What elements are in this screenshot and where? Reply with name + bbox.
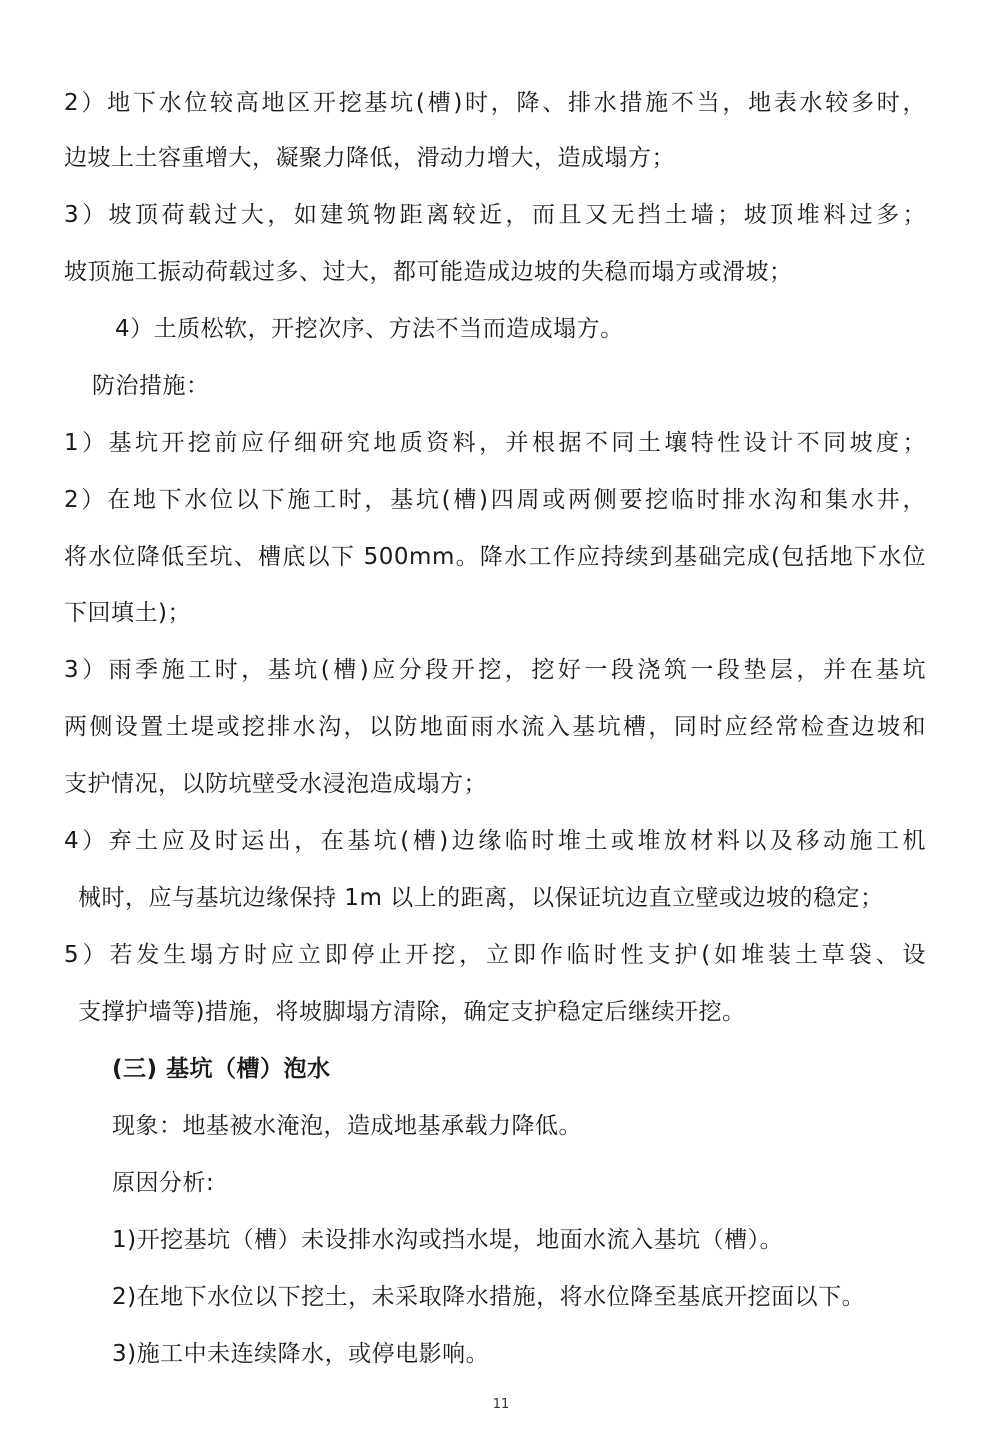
text-line: 1）基坑开挖前应仔细研究地质资料，并根据不同土壤特性设计不同坡度； [64,430,926,456]
text-line: 3）雨季施工时，基坑(槽)应分段开挖，挖好一段浇筑一段垫层，并在基坑 [64,657,926,683]
text-line: 4）弃土应及时运出，在基坑(槽)边缘临时堆土或堆放材料以及移动施工机 [64,828,926,854]
text-line: 支撑护墙等)措施，将坡脚塌方清除，确定支护稳定后继续开挖。 [78,999,746,1025]
text-line: 5）若发生塌方时应立即停止开挖，立即作临时性支护(如堆装土草袋、设 [64,942,926,968]
text-line: 现象：地基被水淹泡，造成地基承载力降低。 [112,1113,582,1139]
text-line: 支护情况，以防坑壁受水浸泡造成塌方； [64,771,487,797]
text-line: 4）土质松软，开挖次序、方法不当而造成塌方。 [115,316,624,342]
text-line: 2）在地下水位以下施工时，基坑(槽)四周或两侧要挖临时排水沟和集水井， [64,487,926,513]
text-line: 下回填土)； [64,600,191,626]
text-line: 边坡上土容重增大，凝聚力降低，滑动力增大，造成塌方； [64,145,675,171]
section-heading: (三) 基坑（槽）泡水 [112,1056,331,1082]
text-line: 原因分析: [112,1170,215,1196]
page-number: 11 [492,1397,510,1412]
text-line: 防治措施： [92,373,210,399]
text-line: 3)施工中未连续降水，或停电影响。 [112,1341,490,1367]
text-line: 1)开挖基坑（槽）未设排水沟或挡水堤，地面水流入基坑（槽）。 [112,1227,784,1253]
text-line: 将水位降低至坑、槽底以下 500mm。降水工作应持续到基础完成(包括地下水位 [64,544,926,570]
text-line: 坡顶施工振动荷载过多、过大，都可能造成边坡的失稳而塌方或滑坡； [64,259,793,285]
text-line: 械时，应与基坑边缘保持 1m 以上的距离，以保证坑边直立壁或边坡的稳定； [78,885,884,911]
text-line: 2）地下水位较高地区开挖基坑(槽)时，降、排水措施不当，地表水较多时， [64,90,926,116]
text-line: 2)在地下水位以下挖土，未采取降水措施，将水位降至基底开挖面以下。 [112,1284,866,1310]
text-line: 两侧设置土堤或挖排水沟，以防地面雨水流入基坑槽，同时应经常检查边坡和 [64,714,926,740]
text-line: 3）坡顶荷载过大，如建筑物距离较近，而且又无挡土墙；坡顶堆料过多； [64,202,926,228]
